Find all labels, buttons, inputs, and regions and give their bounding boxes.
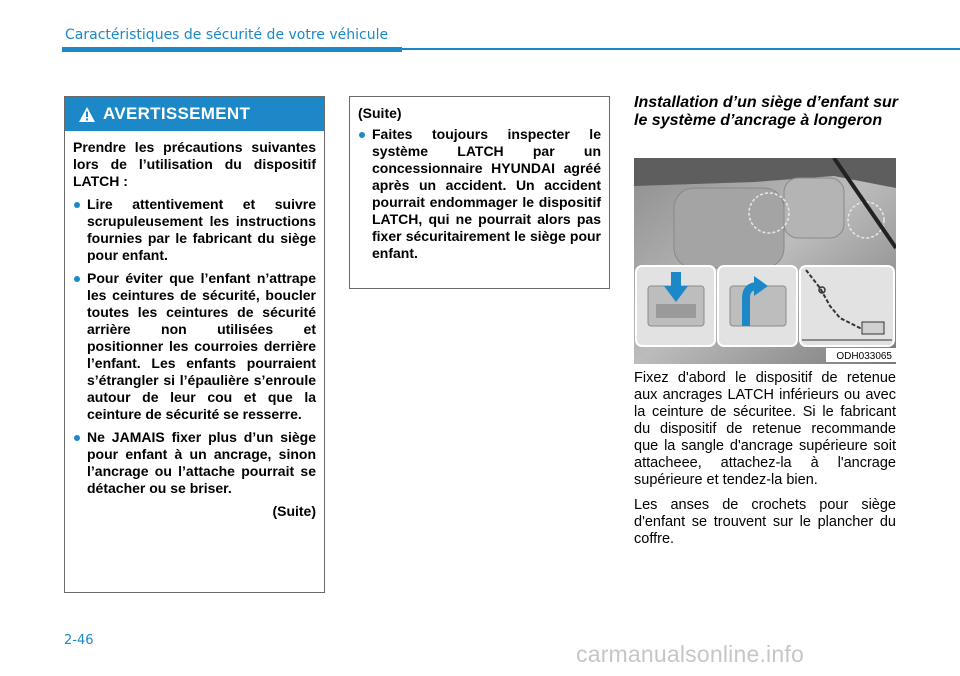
bullet-dot-icon — [359, 132, 365, 138]
latch-anchor-figure — [634, 158, 896, 364]
warning-bullet-list — [73, 196, 316, 497]
header-rule — [62, 47, 402, 52]
page-number: 2-46 — [64, 633, 94, 648]
warning-triangle-icon — [79, 107, 95, 122]
continuation-bullet-list — [358, 126, 601, 262]
section-paragraph: Les anses de crochets pour siège d'enfant se trouvent sur le plancher du coffre. — [634, 497, 896, 547]
section-paragraph: Fixez d'abord le dispositif de retenue aux ancrages LATCH inférieurs ou avec la ceinture de sécuritee. Si le fabricant du dispositif de retenue recommande que la sangle d'ancrage supérieure soit attacheee, attachez-la à l'ancrage supérieure et tendez-la bien. — [634, 370, 896, 488]
header-rule-thin — [402, 48, 960, 50]
continuation-bullet: Faites toujours inspecter le système LATCH par un concessionnaire HYUNDAI agréé après un accident. Un accident pourrait endommager le dispositif LATCH, qui ne pourrait alors pas fixer sécuritairement le siège pour enfant. — [358, 126, 601, 262]
warning-intro: Prendre les précautions suivantes lors de l’utilisation du dispositif LATCH : — [73, 139, 316, 189]
warning-box — [64, 96, 325, 593]
figure-code: ODH033065 — [836, 351, 892, 362]
warning-bullet: Pour éviter que l’enfant n’attrape les ceintures de sécurité, boucler toutes les ceintures de sécurité arrière non utilisées et positionner les courroies derrière l’enfant. Les enfants pourraient s’étrangler si l’épaulière s’enroule autour de leur cou et que la ceinture de sécurité se resserre. — [73, 270, 316, 423]
warning-bullet: Lire attentivement et suivre scrupuleusement les instructions fournies par le fabricant du siège pour enfant. — [73, 196, 316, 264]
warning-suite-label: (Suite) — [272, 503, 316, 519]
section-body — [634, 370, 896, 556]
watermark: carmanualsonline.info — [576, 641, 804, 667]
page-header-title: Caractéristiques de sécurité de votre véhicule — [65, 27, 389, 43]
bullet-dot-icon — [74, 435, 80, 441]
warning-header — [65, 97, 324, 131]
section-title: Installation d’un siège d’enfant sur le système d’ancrage à longeron — [634, 94, 899, 129]
bullet-dot-icon — [74, 202, 80, 208]
warning-bullet: Ne JAMAIS fixer plus d’un siège pour enfant à un ancrage, sinon l’ancrage ou l’attache pourrait se détacher ou se briser. — [73, 429, 316, 497]
continuation-label: (Suite) — [358, 105, 402, 121]
warning-heading: AVERTISSEMENT — [103, 104, 251, 123]
warning-body — [65, 131, 324, 520]
bullet-dot-icon — [74, 276, 80, 282]
continuation-box — [349, 96, 610, 289]
